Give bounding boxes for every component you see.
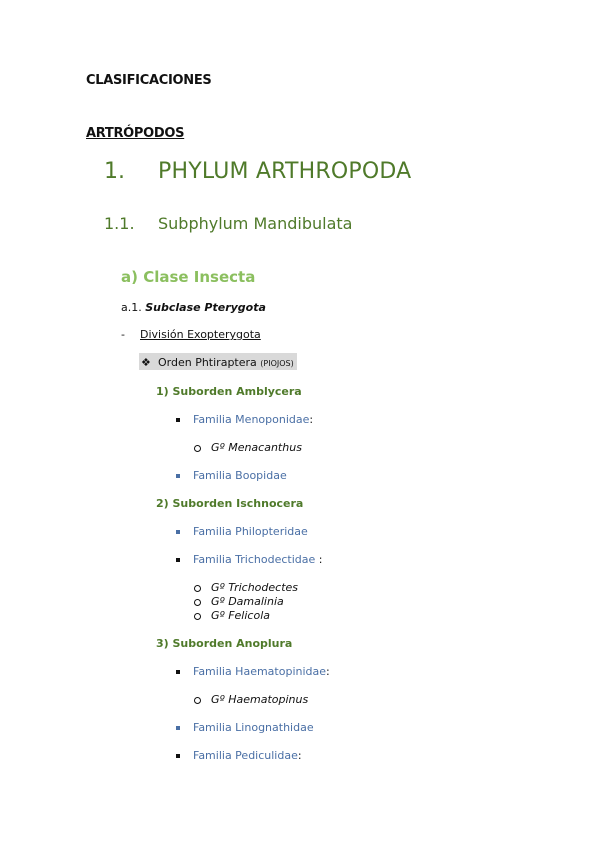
square-bullet-icon — [176, 474, 180, 478]
familia-line — [193, 413, 313, 426]
orden-note: (PIOJOS) — [260, 359, 294, 368]
familia-name: Familia Philopteridae — [193, 525, 308, 538]
square-bullet-icon — [176, 558, 180, 562]
subphylum-number: 1.1. — [104, 214, 135, 233]
familia-suffix: : — [326, 665, 330, 678]
familia-suffix: : — [315, 553, 323, 566]
subclase-name: Subclase Pterygota — [145, 301, 266, 314]
familia-line — [193, 665, 330, 678]
square-bullet-icon — [176, 530, 180, 534]
square-bullet-icon — [176, 670, 180, 674]
circle-bullet-icon — [194, 445, 201, 452]
circle-bullet-icon — [194, 585, 201, 592]
subclase-prefix: a.1. — [121, 301, 142, 314]
genus-item: Gº Trichodectes — [211, 581, 299, 594]
orden-line — [158, 356, 294, 369]
subclase-line — [121, 301, 266, 314]
genus-item: Gº Menacanthus — [211, 441, 302, 454]
circle-bullet-icon — [194, 599, 201, 606]
section-heading: ARTRÓPODOS — [86, 126, 185, 141]
division-name: División Exopterygota — [140, 328, 261, 341]
subphylum-title: Subphylum Mandibulata — [158, 214, 353, 233]
square-bullet-icon — [176, 726, 180, 730]
familia-name: Familia Pediculidae — [193, 749, 298, 762]
familia-name: Familia Trichodectidae — [193, 553, 316, 566]
familia-suffix: : — [297, 749, 302, 762]
circle-bullet-icon — [194, 697, 201, 704]
circle-bullet-icon — [194, 613, 201, 620]
square-bullet-icon — [176, 418, 180, 422]
suborden-2: 2) Suborden Ischnocera — [156, 497, 304, 510]
genus-item: Gº Haematopinus — [211, 693, 309, 706]
phylum-number: 1. — [104, 159, 125, 184]
main-heading: CLASIFICACIONES — [86, 73, 212, 88]
phylum-title: PHYLUM ARTHROPODA — [158, 159, 412, 184]
square-bullet-icon — [176, 754, 180, 758]
genus-item: Gº Felicola — [211, 609, 270, 622]
familia-name: Familia Linognathidae — [193, 721, 314, 734]
clase-heading: a) Clase Insecta — [121, 268, 256, 286]
familia-suffix: : — [309, 413, 314, 426]
familia-name: Familia Menoponidae — [193, 413, 310, 426]
orden-name: Orden Phtiraptera — [158, 356, 257, 369]
familia-name: Familia Haematopinidae — [193, 665, 327, 678]
familia-line — [193, 749, 302, 762]
division-marker: - — [121, 328, 125, 341]
genus-item: Gº Damalinia — [211, 595, 284, 608]
suborden-3: 3) Suborden Anoplura — [156, 637, 293, 650]
suborden-1: 1) Suborden Amblycera — [156, 385, 302, 398]
familia-line — [193, 553, 322, 566]
familia-name: Familia Boopidae — [193, 469, 287, 482]
orden-bullet-icon: ❖ — [141, 356, 151, 369]
